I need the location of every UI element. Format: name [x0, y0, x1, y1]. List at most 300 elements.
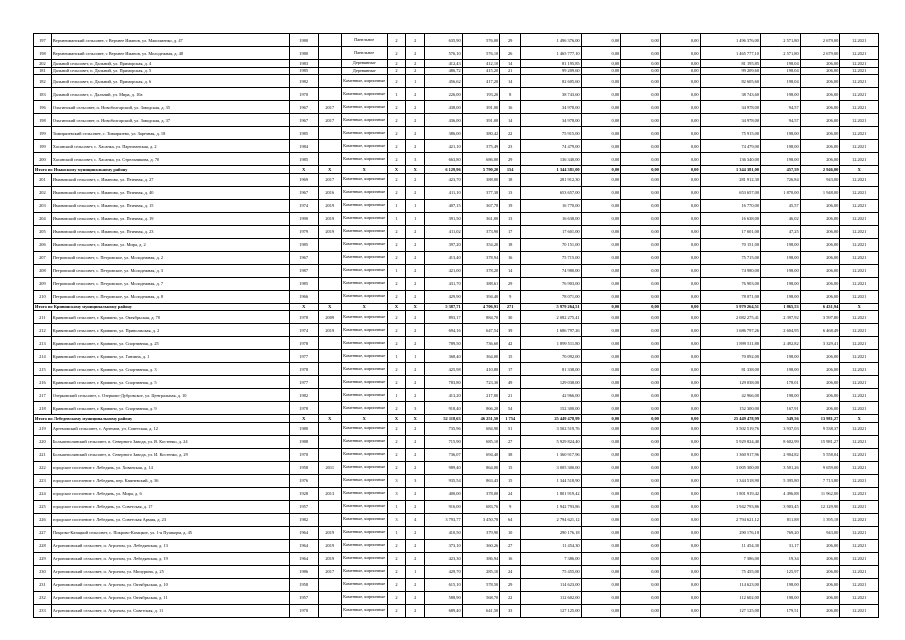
table-cell: 18: [500, 173, 521, 186]
table-cell: 129 038,00: [521, 376, 582, 389]
table-cell: 3 597,80: [800, 311, 840, 324]
table-cell: 206,00: [800, 140, 840, 153]
address-cell: Ольгинский сельсовет, п. Новоболгарский, ул. Заводская, д. 35: [51, 101, 289, 114]
table-cell: 223: [34, 474, 52, 487]
address-cell: Агрономовский сельсовет, п. Агроном, ул. Октябрьская, д. 10: [51, 578, 289, 591]
table-cell: [318, 604, 341, 617]
subtotal-cell: X: [341, 303, 387, 311]
table-cell: [318, 448, 341, 461]
table-cell: 1: [387, 350, 406, 363]
table-cell: 206,00: [800, 264, 840, 277]
table-cell: 2: [406, 186, 425, 199]
table-cell: 45,57: [761, 199, 801, 212]
table-row: [34, 565, 879, 578]
table-cell: 222: [34, 461, 52, 474]
table-cell: 27: [500, 539, 521, 552]
table-cell: 206,00: [800, 604, 840, 617]
table-cell: 127 125,00: [700, 604, 761, 617]
table-cell: 918,40: [425, 402, 463, 415]
table-cell: 204: [34, 212, 52, 225]
table-cell: 75 715,00: [700, 251, 761, 264]
table-cell: 38: [500, 448, 521, 461]
table-cell: 0,00: [660, 578, 700, 591]
table-cell: 0,00: [660, 251, 700, 264]
table-cell: 0,00: [660, 526, 700, 539]
table-cell: 1984: [289, 140, 318, 153]
table-cell: 438,00: [425, 101, 463, 114]
table-cell: Каменные, кирпичные: [341, 186, 387, 199]
table-cell: 1: [406, 212, 425, 225]
table-cell: 127 125,00: [521, 604, 582, 617]
table-cell: 225: [34, 500, 52, 513]
table-cell: 0,00: [660, 88, 700, 101]
table-cell: 1957: [289, 500, 318, 513]
table-cell: 3 793,77: [425, 513, 463, 526]
table-cell: 12.2021: [840, 186, 879, 199]
address-cell: Дальний сельсовет, с. Дальний, ул. Мира, д. 10а: [51, 88, 289, 101]
table-cell: 0,00: [621, 199, 661, 212]
table-cell: 2: [406, 290, 425, 303]
table-row: [34, 101, 879, 114]
table-cell: 1985: [289, 153, 318, 166]
table-cell: 0,00: [660, 487, 700, 500]
table-cell: 0,00: [621, 389, 661, 402]
table-cell: 576,10: [425, 47, 463, 60]
table-cell: 74 479,00: [521, 140, 582, 153]
table-cell: 3 903,45: [761, 500, 801, 513]
table-cell: 7 386,00: [700, 552, 761, 565]
table-cell: 735,96: [425, 422, 463, 435]
table-row: [34, 140, 879, 153]
table-cell: 0,00: [581, 311, 621, 324]
table-cell: 16 770,00: [700, 199, 761, 212]
table-cell: 0,00: [581, 251, 621, 264]
table-cell: 224: [34, 487, 52, 500]
table-cell: 0,00: [581, 474, 621, 487]
table-cell: 70 151,00: [700, 238, 761, 251]
subtotal-cell: X: [406, 166, 425, 174]
table-cell: 198,00: [761, 277, 801, 290]
table-cell: 412,43: [425, 60, 463, 68]
table-cell: 1982: [289, 513, 318, 526]
table-cell: 206,00: [800, 591, 840, 604]
table-cell: 9: [500, 290, 521, 303]
table-cell: 789,50: [425, 337, 463, 350]
table-cell: 1980: [289, 47, 318, 60]
table-cell: 152 300,00: [700, 402, 761, 415]
table-row: [34, 75, 879, 88]
table-cell: 205: [34, 225, 52, 238]
table-cell: 2: [406, 337, 425, 350]
table-cell: [318, 251, 341, 264]
table-cell: 64: [500, 513, 521, 526]
table-cell: 114 623,00: [521, 578, 582, 591]
table-cell: 12.2021: [840, 277, 879, 290]
table-cell: 2019: [318, 539, 341, 552]
table-cell: 431,70: [425, 277, 463, 290]
table-cell: 17: [500, 225, 521, 238]
table-cell: 2: [387, 402, 406, 415]
subtotal-cell: 1 344 381,00: [700, 166, 761, 174]
table-cell: 943,00: [800, 526, 840, 539]
table-cell: 2: [406, 60, 425, 68]
table-cell: 685,10: [462, 435, 500, 448]
table-row: [34, 539, 879, 552]
table-cell: Каменные, кирпичные: [341, 435, 387, 448]
table-cell: 230: [34, 565, 52, 578]
table-cell: 0,00: [621, 591, 661, 604]
table-cell: 415,20: [462, 67, 500, 75]
table-cell: 0,00: [621, 552, 661, 565]
table-cell: 12.2021: [840, 311, 879, 324]
table-cell: 15: [500, 474, 521, 487]
table-cell: 0,00: [621, 127, 661, 140]
table-cell: 12.2021: [840, 448, 879, 461]
table-cell: 34 978,00: [521, 114, 582, 127]
table-cell: 212: [34, 324, 52, 337]
table-cell: 17 601,00: [521, 225, 582, 238]
table-cell: 75 915,00: [521, 127, 582, 140]
table-cell: 8: [500, 88, 521, 101]
address-cell: Петровский сельсовет, с. Петровское, ул. Молодежная, д. 8: [51, 290, 289, 303]
table-row: [34, 238, 879, 251]
subtotal-cell: X: [341, 166, 387, 174]
table-cell: 2: [387, 461, 406, 474]
table-cell: 916,00: [425, 500, 463, 513]
table-cell: 1 686 797,26: [521, 324, 582, 337]
table-cell: 12.2021: [840, 500, 879, 513]
table-cell: 2: [387, 127, 406, 140]
table-cell: 2019: [318, 552, 341, 565]
table-cell: Каменные, кирпичные: [341, 591, 387, 604]
table-cell: [318, 422, 341, 435]
table-cell: 12.2021: [840, 199, 879, 212]
table-cell: 411,10: [425, 186, 463, 199]
table-cell: 1 465 777,10: [700, 47, 761, 60]
table-cell: 568,70: [462, 591, 500, 604]
table-row: [34, 324, 879, 337]
table-cell: 99 209,60: [521, 67, 582, 75]
table-cell: Каменные, кирпичные: [341, 75, 387, 88]
table-cell: 33: [500, 604, 521, 617]
table-cell: 0,00: [621, 60, 661, 68]
table-cell: 12.2021: [840, 474, 879, 487]
address-cell: Хасанский сельсовет, с. Хасанка, ул. Стрельникова, д. 70: [51, 153, 289, 166]
table-cell: 0,00: [581, 552, 621, 565]
table-cell: 0,00: [621, 604, 661, 617]
table-cell: 578,50: [462, 578, 500, 591]
address-cell: Имановский сельсовет, с. Иманово, ул. Птичная, д. 40: [51, 186, 289, 199]
table-cell: 206,00: [800, 376, 840, 389]
table-cell: 7 713,80: [800, 474, 840, 487]
table-cell: 663,80: [425, 153, 463, 166]
table-cell: Каменные, кирпичные: [341, 402, 387, 415]
table-cell: 694,16: [425, 324, 463, 337]
table-row: [34, 337, 879, 350]
table-row: [34, 487, 879, 500]
table-cell: 12 129,90: [800, 500, 840, 513]
table-cell: 198,00: [761, 251, 801, 264]
table-cell: 198,04: [761, 75, 801, 88]
table-cell: 215: [34, 363, 52, 376]
table-cell: Каменные, кирпичные: [341, 251, 387, 264]
table-cell: 14: [500, 60, 521, 68]
table-cell: 0,00: [660, 173, 700, 186]
table-cell: 49: [500, 376, 521, 389]
table-cell: 1977: [289, 376, 318, 389]
table-cell: 391,00: [462, 101, 500, 114]
address-cell: городское поселение г. Лебедянь, ул. Мира, д. 6: [51, 487, 289, 500]
table-cell: 0,00: [581, 565, 621, 578]
table-cell: 2: [387, 448, 406, 461]
table-cell: 203: [34, 199, 52, 212]
table-cell: 641,50: [462, 604, 500, 617]
table-cell: 811,88: [761, 513, 801, 526]
table-cell: 1979: [289, 225, 318, 238]
table-cell: 2: [406, 389, 425, 402]
table-cell: 11 962,00: [800, 487, 840, 500]
table-cell: 0,00: [621, 461, 661, 474]
table-cell: 0,00: [581, 199, 621, 212]
subtotal-cell: 0,00: [581, 415, 621, 423]
table-cell: 12.2021: [840, 350, 879, 363]
table-cell: 1964: [289, 539, 318, 552]
table-cell: 2 679,00: [800, 47, 840, 60]
table-cell: 3: [406, 153, 425, 166]
table-row: [34, 153, 879, 166]
table-cell: 199: [34, 127, 52, 140]
subtotal-cell: 0,00: [581, 166, 621, 174]
table-cell: 0,00: [660, 238, 700, 251]
table-cell: 182: [34, 75, 52, 88]
table-cell: [318, 47, 341, 60]
table-cell: 436,00: [425, 114, 463, 127]
table-cell: 1987: [289, 264, 318, 277]
table-cell: Каменные, кирпичные: [341, 474, 387, 487]
table-cell: 12.2021: [840, 127, 879, 140]
table-cell: 34 978,00: [521, 101, 582, 114]
table-cell: 2: [387, 578, 406, 591]
table-cell: 206,00: [800, 389, 840, 402]
table-cell: 0,00: [621, 526, 661, 539]
table-cell: 2: [406, 34, 425, 47]
table-cell: Каменные, кирпичные: [341, 114, 387, 127]
table-cell: 373,10: [425, 539, 463, 552]
table-cell: 368,40: [425, 350, 463, 363]
table-cell: 12.2021: [840, 389, 879, 402]
table-cell: 82 605,60: [521, 75, 582, 88]
table-cell: 218: [34, 402, 52, 415]
table-cell: 0,00: [660, 565, 700, 578]
table-cell: 12.2021: [840, 88, 879, 101]
table-row: [34, 578, 879, 591]
table-cell: 1980: [289, 34, 318, 47]
table-cell: 0,00: [581, 238, 621, 251]
subtotal-cell: X: [840, 166, 879, 174]
table-cell: 27: [500, 435, 521, 448]
table-cell: 1 801 919,42: [700, 487, 761, 500]
table-cell: 206,00: [800, 402, 840, 415]
table-cell: 1985: [289, 238, 318, 251]
table-cell: 226: [34, 513, 52, 526]
table-cell: 1 801 919,42: [521, 487, 582, 500]
table-row: [34, 264, 879, 277]
table-cell: [318, 34, 341, 47]
table-cell: 181: [34, 67, 52, 75]
table-cell: 0,00: [581, 448, 621, 461]
table-cell: 136 340,00: [700, 153, 761, 166]
table-cell: 0,00: [581, 487, 621, 500]
table-cell: 15: [500, 461, 521, 474]
address-cell: Кривинский сельсовет, г. Кривино, ул. Октябрьская, д. 70: [51, 311, 289, 324]
table-row: [34, 225, 879, 238]
table-cell: 206,00: [800, 251, 840, 264]
table-cell: Каменные, кирпичные: [341, 350, 387, 363]
subtotal-cell: 549,56: [761, 415, 801, 423]
table-cell: 1980: [289, 422, 318, 435]
table-cell: 12.2021: [840, 402, 879, 415]
table-cell: 1966: [289, 290, 318, 303]
table-cell: [318, 376, 341, 389]
table-cell: 2: [387, 173, 406, 186]
subtotal-cell: 13 981,27: [800, 415, 840, 423]
table-cell: Деревянные: [341, 60, 387, 68]
table-cell: 1964: [289, 552, 318, 565]
table-cell: 167,91: [761, 402, 801, 415]
table-row: [34, 402, 879, 415]
table-cell: 1974: [289, 199, 318, 212]
table-cell: 2: [406, 461, 425, 474]
address-cell: Кривинский сельсовет, г. Кривино, ул. Приволжская, д. 2: [51, 324, 289, 337]
table-cell: 3 502 519,76: [521, 422, 582, 435]
table-cell: 233: [34, 604, 52, 617]
table-cell: 1: [387, 212, 406, 225]
table-cell: 486,72: [425, 67, 463, 75]
table-cell: 18: [500, 238, 521, 251]
table-row: [34, 389, 879, 402]
subtotal-cell: 6 431,94: [800, 303, 840, 311]
table-cell: 211: [34, 311, 52, 324]
table-cell: 380,42: [462, 127, 500, 140]
table-cell: 198,00: [761, 153, 801, 166]
table-cell: 0,00: [581, 500, 621, 513]
table-cell: 198,00: [761, 591, 801, 604]
table-cell: 198,04: [761, 60, 801, 68]
subtotal-cell: 0,00: [660, 166, 700, 174]
address-cell: Петровский сельсовет, с. Петровское, ул. Молодежная, д. 2: [51, 251, 289, 264]
table-cell: 70 092,00: [700, 350, 761, 363]
table-cell: 11 454,30: [700, 539, 761, 552]
table-cell: 0,00: [581, 75, 621, 88]
subtotal-cell: X: [341, 415, 387, 423]
table-row: [34, 513, 879, 526]
table-cell: 206,00: [800, 67, 840, 75]
table-cell: 0,00: [660, 264, 700, 277]
table-cell: 2: [406, 311, 425, 324]
table-cell: 4 496,88: [761, 487, 801, 500]
table-cell: 213: [34, 337, 52, 350]
table-cell: 12.2021: [840, 67, 879, 75]
table-cell: 0,00: [621, 422, 661, 435]
subtotal-row: [34, 415, 879, 423]
table-cell: 24: [500, 487, 521, 500]
table-cell: 29: [500, 578, 521, 591]
address-cell: Дальний сельсовет, п. Дальний, ул. Приморская, д. 5: [51, 67, 289, 75]
table-cell: 3 005 300,00: [700, 461, 761, 474]
table-cell: 769,20: [761, 526, 801, 539]
table-cell: 0,00: [621, 376, 661, 389]
table-cell: 229: [34, 552, 52, 565]
address-cell: Агрономовский сельсовет, п. Агроном, ул. Лебедянская, д. 13: [51, 539, 289, 552]
table-cell: 2: [406, 67, 425, 75]
table-cell: 12.2021: [840, 552, 879, 565]
address-cell: Агрономовский сельсовет, п. Агроном, ул. Октябрьская, д. 11: [51, 591, 289, 604]
table-cell: 228: [34, 539, 52, 552]
table-cell: Каменные, кирпичные: [341, 199, 387, 212]
address-cell: Артемовский сельсовет, с. Артемов, ул. Советская, д. 12: [51, 422, 289, 435]
table-cell: 16 638,00: [521, 212, 582, 225]
address-cell: Кривинский сельсовет, г. Кривино, ул. Спортивная, д. 5: [51, 376, 289, 389]
table-cell: 1: [406, 565, 425, 578]
table-cell: 0,00: [621, 435, 661, 448]
table-row: [34, 173, 879, 186]
table-cell: 0,00: [660, 337, 700, 350]
table-cell: 2: [387, 67, 406, 75]
table-cell: 0,00: [581, 225, 621, 238]
table-cell: 198: [34, 114, 52, 127]
table-cell: 51: [500, 422, 521, 435]
table-cell: 2 904,82: [761, 448, 801, 461]
table-cell: 3 329,41: [800, 337, 840, 350]
table-cell: 179,51: [761, 604, 801, 617]
table-cell: 0,00: [621, 186, 661, 199]
table-cell: 17: [500, 363, 521, 376]
table-cell: 3 502 519,76: [700, 422, 761, 435]
table-row: [34, 290, 879, 303]
table-cell: 429,90: [425, 290, 463, 303]
table-cell: 386,00: [425, 127, 463, 140]
subtotal-cell: 52 118,63: [425, 415, 463, 423]
subtotal-cell: 0,00: [621, 415, 661, 423]
table-cell: 2: [387, 363, 406, 376]
table-cell: 217,00: [462, 389, 500, 402]
table-cell: Каменные, кирпичные: [341, 238, 387, 251]
table-cell: 12.2021: [840, 225, 879, 238]
table-cell: 2: [406, 487, 425, 500]
table-cell: 3 501,26: [761, 461, 801, 474]
table-cell: 198,00: [761, 350, 801, 363]
table-cell: 2: [387, 422, 406, 435]
table-cell: 0,00: [660, 461, 700, 474]
subtotal-cell: 271: [500, 303, 521, 311]
subtotal-cell: X: [318, 415, 341, 423]
table-cell: 42: [500, 337, 521, 350]
table-cell: 684,90: [462, 422, 500, 435]
table-cell: 12.2021: [840, 34, 879, 47]
table-cell: 373,90: [462, 225, 500, 238]
table-cell: 0,00: [660, 47, 700, 60]
table-cell: 0,00: [660, 67, 700, 75]
table-cell: 2: [387, 290, 406, 303]
table-row: [34, 277, 879, 290]
address-cell: Кривинский сельсовет, г. Кривино, ул. Спортивная, д. 25: [51, 337, 289, 350]
table-cell: 367,78: [462, 199, 500, 212]
subtotal-cell: 5 790,20: [462, 166, 500, 174]
table-cell: 0,00: [581, 591, 621, 604]
table-cell: 0,00: [621, 337, 661, 350]
table-cell: Каменные, кирпичные: [341, 389, 387, 402]
table-cell: 16: [500, 552, 521, 565]
